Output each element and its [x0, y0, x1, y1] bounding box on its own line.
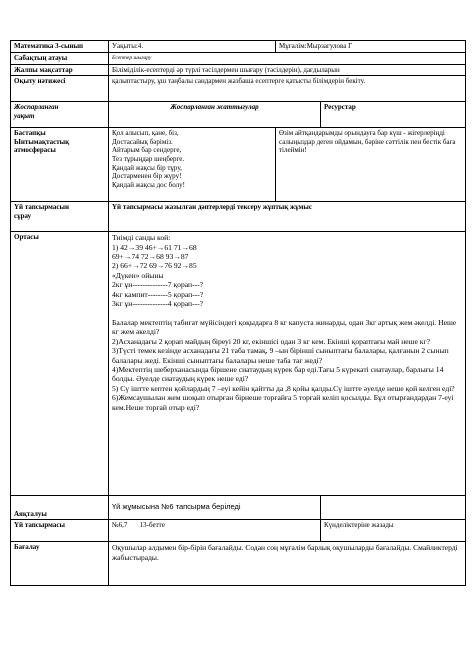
evaluation-value: Оқушылар алдымен бір-бірін бағалайды. Содан соң мұғалім барлық оқушыларды бағалайды. Смайликтерді жабыстырады.	[109, 542, 466, 586]
goals-value: Біліміділік-есептерді әр түрлі тәсілдермен шығару (тәсілдерін), дағдыларын	[109, 64, 466, 76]
exercise-line: 1) 42→39 46+→61 71→68	[112, 242, 197, 252]
poem-line: Қандай жақсы дос болу!	[112, 180, 185, 189]
homework-check-row	[11, 202, 466, 232]
plan-time-line2: уақыт	[14, 111, 35, 120]
poem-line: Достасайық бәріміз.	[112, 137, 173, 146]
start-label	[11, 128, 109, 202]
game-line: 2кг ұн--------------7 қорап---?	[112, 280, 204, 290]
results-value: қалыптастыру, ұш таңбалы сандармен жазбаша есептерге қатысты білімдерін бекіту.	[109, 76, 466, 102]
problem-2: 2)Асханадағы 2 қорап майдың біреуі 20 кг, екіншісі одан 3 кг кем. Екінші қораптағы май неше кг?	[112, 336, 430, 346]
evaluation-row	[11, 542, 466, 586]
game-title: «Дүкен» ойыны	[112, 270, 164, 280]
teacher-cell: Мұғалім:Мырзагулова Г	[276, 41, 466, 53]
plan-header-row	[11, 102, 466, 128]
problem-6: 6)Жемсаушылан жем шоқып отырған бірнеше торғайға 5 торғай келіп қосылды. Бұл отырғандардан 7-еуі кем.Неше торғай отыр еді?	[112, 393, 454, 412]
start-label-2: Ынтымақтастық	[14, 137, 70, 146]
exercise-line: Тиімді санды кой:	[112, 233, 171, 243]
plan-resources-header: Ресурстар	[321, 102, 466, 128]
poem-line: Қандай жақсы бір тұру,	[112, 163, 182, 172]
problem-4: 4)Мектептің шеберханасында біршене сиатаудың күрек бар еді.Тағы 5 күрекаті сиатаулар, барлығы 14 болды. Әуелде сиатаудың күрек неше еді?	[112, 365, 444, 384]
start-poem	[109, 128, 276, 202]
start-label-3: атмосферасы	[14, 146, 56, 155]
game-line: 4кг кампит--------5 қорап---?	[112, 289, 204, 299]
lesson-plan-table	[10, 40, 466, 586]
homework-resource: Күнделіктеріне жазады	[321, 520, 466, 542]
plan-exercises-header: Жоспарланған жаттығулар	[109, 102, 321, 128]
poem-line: Тез тұрыңдар шеңберге.	[112, 154, 185, 163]
start-label-1: Бастапқы	[14, 129, 46, 138]
topic-label: Сабақтың атауы	[11, 53, 109, 65]
exercise-line: 2) 66+→72 69→76 92→85	[112, 261, 197, 271]
end-row	[11, 496, 466, 520]
topic-row	[11, 53, 466, 65]
problem-5: 5) Сү іштте кептен қойлардың 7 –еуі кейін қайтты да ,8 қойы қалды.Сү іштте әуелде неше қой келген еді?	[112, 383, 455, 393]
goals-label: Жалпы мақсаттар	[11, 64, 109, 76]
homework-row	[11, 520, 466, 542]
end-value: Үй жұмысына №6 тапсырма беріледі	[109, 496, 321, 520]
end-resource	[321, 496, 466, 520]
word-problems	[112, 318, 461, 412]
evaluation-label: Бағалау	[11, 542, 109, 586]
plan-time-header	[11, 102, 109, 128]
end-label: Аяқталуы	[11, 496, 109, 520]
results-label: Оқыту нәтижесі	[11, 76, 109, 102]
poem-line: Қол алысып, қане, біз,	[112, 129, 179, 138]
poem-line: Достарменен бір жүру!	[112, 172, 182, 181]
game-line: 3кг ұн--------------4 қорап---?	[112, 299, 204, 309]
lesson-plan	[10, 40, 465, 586]
problem-3: 3)Түсті темек кезінде асханадағы 21 таба тамақ, 9 –ын бірінші сыныптағы балалары, қалғанын 2 сынып балалары жеді. Екінші сыныптағы балалары неше таба тағ жеді?	[112, 346, 449, 365]
date-cell: Уақыты:4.	[109, 41, 276, 53]
start-resource: Өзім айтқандарымды орындауға бар күш - жігерлеріңді салыңыздар деген ойдамын, бәріне сәттілік пен бестік баға тілеймін!	[276, 128, 466, 202]
goals-row	[11, 64, 466, 76]
poem-line: Айтарым бар сендерге,	[112, 146, 182, 155]
start-row	[11, 128, 466, 202]
homework-value: №6,7 13-бетте	[109, 520, 321, 542]
topic-value: Есептер шығару	[109, 53, 466, 65]
problem-1: Балалар мектептің табиғат мүйісіндегі қоқыдарға 8 кг капуста жинарды, одан 3кг артық жем әкелді. Неше кг жем әкелді?	[112, 318, 457, 337]
exercise-line: 69+→74 72→68 93→87	[112, 252, 189, 261]
homework-check-label-2: сұрау	[14, 211, 32, 220]
subject-cell: Математика 3-сынып	[11, 41, 109, 53]
homework-check-label-1: Үй тапсырмасын	[14, 203, 69, 212]
results-row	[11, 76, 466, 102]
homework-check-value: Үй тапсырмасы жазылған дәптерлерді тексеру жұптық жұмыс	[109, 202, 466, 232]
plan-time-line1: Жоспарланған	[14, 103, 59, 112]
homework-label: Үй тапсырмасы	[11, 520, 109, 542]
middle-label: Ортасы	[11, 232, 109, 496]
homework-check-label	[11, 202, 109, 232]
header-row	[11, 41, 466, 53]
